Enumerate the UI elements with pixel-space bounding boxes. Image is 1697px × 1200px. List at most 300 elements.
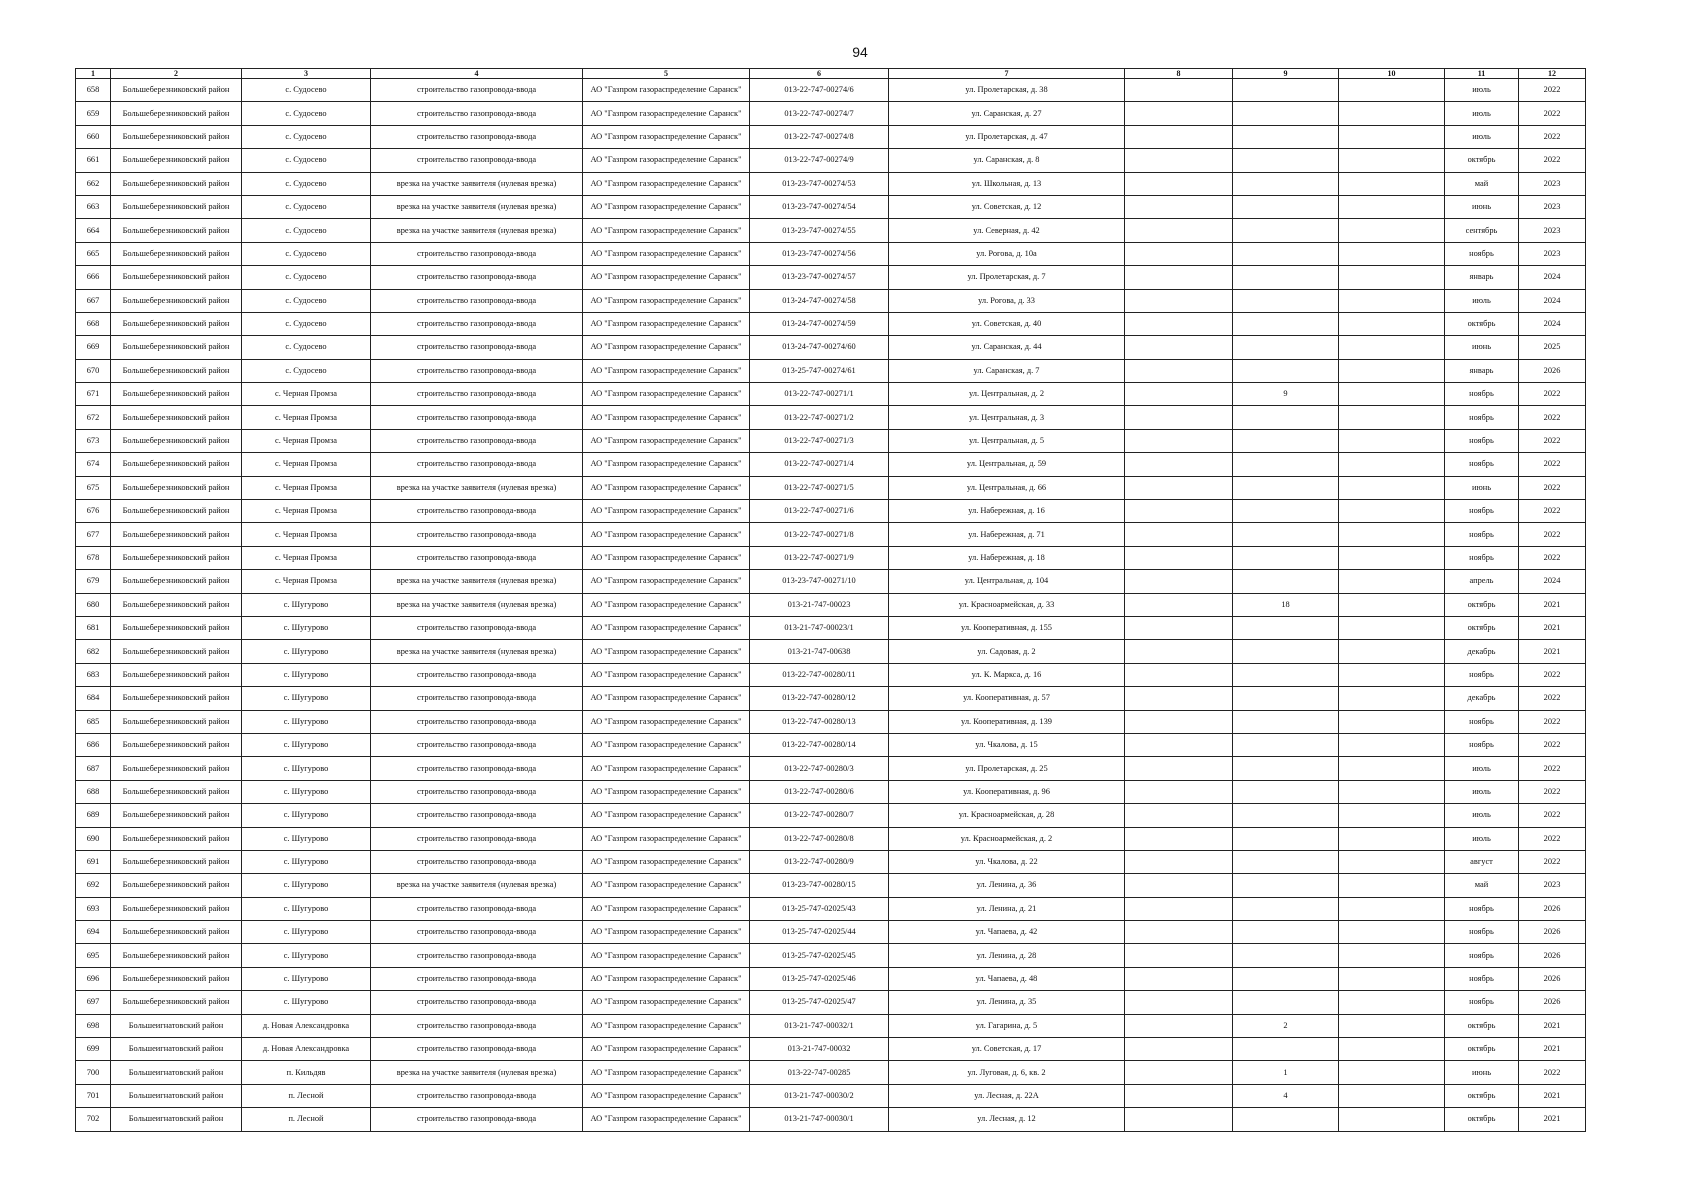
cell-year: 2022	[1519, 663, 1586, 686]
table-row	[76, 733, 1586, 756]
cell-month: июль	[1445, 289, 1519, 312]
cell-address: ул. Набережная, д. 16	[889, 500, 1125, 523]
cell-district: Большеберезниковский район	[111, 921, 242, 944]
cell-col-10	[1339, 640, 1445, 663]
cell-row-number: 669	[76, 336, 111, 359]
cell-col-10	[1339, 733, 1445, 756]
cell-col-9	[1233, 687, 1339, 710]
cell-row-number: 699	[76, 1038, 111, 1061]
cell-month: октябрь	[1445, 616, 1519, 639]
cell-application-number: 013-25-747-02025/47	[750, 991, 889, 1014]
table-row	[76, 780, 1586, 803]
cell-col-8	[1125, 757, 1233, 780]
table-body	[76, 79, 1586, 1132]
cell-row-number: 662	[76, 172, 111, 195]
column-header-7: 7	[889, 69, 1125, 79]
cell-application-number: 013-22-747-00271/4	[750, 453, 889, 476]
cell-settlement: с. Шугурово	[242, 827, 371, 850]
cell-year: 2021	[1519, 1084, 1586, 1107]
page-number: 94	[852, 44, 868, 60]
cell-col-8	[1125, 827, 1233, 850]
cell-address: ул. Ленина, д. 28	[889, 944, 1125, 967]
cell-col-8	[1125, 195, 1233, 218]
cell-col-10	[1339, 266, 1445, 289]
cell-month: январь	[1445, 266, 1519, 289]
cell-address: ул. Центральная, д. 3	[889, 406, 1125, 429]
cell-col-10	[1339, 406, 1445, 429]
cell-address: ул. Кооперативная, д. 96	[889, 780, 1125, 803]
cell-work-type: строительство газопровода-ввода	[371, 546, 583, 569]
column-header-4: 4	[371, 69, 583, 79]
cell-col-10	[1339, 897, 1445, 920]
cell-month: ноябрь	[1445, 500, 1519, 523]
cell-address: ул. Кооперативная, д. 57	[889, 687, 1125, 710]
cell-col-8	[1125, 219, 1233, 242]
cell-col-10	[1339, 429, 1445, 452]
cell-district: Большеберезниковский район	[111, 804, 242, 827]
cell-settlement: с. Шугурово	[242, 944, 371, 967]
cell-application-number: 013-24-747-00274/60	[750, 336, 889, 359]
table-row	[76, 663, 1586, 686]
cell-application-number: 013-22-747-00280/9	[750, 850, 889, 873]
cell-row-number: 676	[76, 500, 111, 523]
cell-application-number: 013-25-747-02025/45	[750, 944, 889, 967]
cell-address: ул. Чапаева, д. 48	[889, 967, 1125, 990]
cell-col-10	[1339, 827, 1445, 850]
cell-col-8	[1125, 663, 1233, 686]
cell-year: 2022	[1519, 757, 1586, 780]
cell-organization: АО "Газпром газораспределение Саранск"	[583, 266, 750, 289]
cell-row-number: 694	[76, 921, 111, 944]
cell-col-8	[1125, 804, 1233, 827]
cell-settlement: с. Шугурово	[242, 921, 371, 944]
cell-organization: АО "Газпром газораспределение Саранск"	[583, 172, 750, 195]
cell-district: Большеберезниковский район	[111, 312, 242, 335]
cell-address: ул. Саранская, д. 7	[889, 359, 1125, 382]
cell-work-type: строительство газопровода-ввода	[371, 921, 583, 944]
cell-col-8	[1125, 476, 1233, 499]
cell-district: Большеберезниковский район	[111, 593, 242, 616]
cell-row-number: 701	[76, 1084, 111, 1107]
cell-col-9	[1233, 640, 1339, 663]
cell-district: Большеберезниковский район	[111, 757, 242, 780]
cell-district: Большеберезниковский район	[111, 242, 242, 265]
cell-col-9	[1233, 710, 1339, 733]
cell-settlement: с. Судосево	[242, 195, 371, 218]
cell-address: ул. Рогова, д. 10а	[889, 242, 1125, 265]
cell-application-number: 013-25-747-02025/46	[750, 967, 889, 990]
cell-col-10	[1339, 359, 1445, 382]
cell-address: ул. Пролетарская, д. 7	[889, 266, 1125, 289]
cell-col-10	[1339, 242, 1445, 265]
cell-organization: АО "Газпром газораспределение Саранск"	[583, 102, 750, 125]
cell-col-9	[1233, 570, 1339, 593]
cell-address: ул. Центральная, д. 2	[889, 383, 1125, 406]
cell-settlement: с. Судосево	[242, 172, 371, 195]
cell-col-10	[1339, 476, 1445, 499]
cell-work-type: строительство газопровода-ввода	[371, 1038, 583, 1061]
cell-col-8	[1125, 1038, 1233, 1061]
cell-settlement: с. Черная Промза	[242, 500, 371, 523]
cell-col-9: 1	[1233, 1061, 1339, 1084]
cell-col-10	[1339, 616, 1445, 639]
cell-row-number: 700	[76, 1061, 111, 1084]
cell-col-9	[1233, 663, 1339, 686]
cell-month: июль	[1445, 827, 1519, 850]
cell-row-number: 683	[76, 663, 111, 686]
cell-organization: АО "Газпром газораспределение Саранск"	[583, 219, 750, 242]
cell-application-number: 013-23-747-00280/15	[750, 874, 889, 897]
table-row	[76, 640, 1586, 663]
table-row	[76, 219, 1586, 242]
cell-month: июль	[1445, 804, 1519, 827]
column-header-5: 5	[583, 69, 750, 79]
cell-organization: АО "Газпром газораспределение Саранск"	[583, 991, 750, 1014]
cell-application-number: 013-22-747-00280/12	[750, 687, 889, 710]
cell-district: Большеберезниковский район	[111, 406, 242, 429]
cell-col-8	[1125, 359, 1233, 382]
cell-organization: АО "Газпром газораспределение Саранск"	[583, 336, 750, 359]
column-header-6: 6	[750, 69, 889, 79]
cell-month: ноябрь	[1445, 710, 1519, 733]
cell-col-9	[1233, 172, 1339, 195]
cell-application-number: 013-22-747-00271/5	[750, 476, 889, 499]
cell-work-type: строительство газопровода-ввода	[371, 453, 583, 476]
column-header-3: 3	[242, 69, 371, 79]
cell-year: 2025	[1519, 336, 1586, 359]
cell-year: 2022	[1519, 710, 1586, 733]
cell-row-number: 687	[76, 757, 111, 780]
cell-year: 2024	[1519, 312, 1586, 335]
cell-organization: АО "Газпром газораспределение Саранск"	[583, 383, 750, 406]
cell-col-10	[1339, 757, 1445, 780]
cell-col-10	[1339, 921, 1445, 944]
cell-work-type: врезка на участке заявителя (нулевая врезка)	[371, 1061, 583, 1084]
cell-address: ул. Саранская, д. 8	[889, 149, 1125, 172]
cell-settlement: с. Черная Промза	[242, 406, 371, 429]
cell-organization: АО "Газпром газораспределение Саранск"	[583, 1014, 750, 1037]
cell-row-number: 668	[76, 312, 111, 335]
cell-application-number: 013-21-747-00030/2	[750, 1084, 889, 1107]
cell-col-8	[1125, 710, 1233, 733]
cell-address: ул. Кооперативная, д. 139	[889, 710, 1125, 733]
cell-settlement: с. Шугурово	[242, 593, 371, 616]
cell-application-number: 013-22-747-00274/8	[750, 125, 889, 148]
cell-settlement: с. Шугурово	[242, 850, 371, 873]
cell-settlement: д. Новая Александровка	[242, 1014, 371, 1037]
cell-col-9	[1233, 850, 1339, 873]
cell-application-number: 013-25-747-02025/44	[750, 921, 889, 944]
cell-organization: АО "Газпром газораспределение Саранск"	[583, 944, 750, 967]
cell-col-8	[1125, 149, 1233, 172]
cell-col-10	[1339, 383, 1445, 406]
cell-year: 2026	[1519, 897, 1586, 920]
cell-col-8	[1125, 640, 1233, 663]
cell-settlement: с. Шугурово	[242, 897, 371, 920]
cell-col-9	[1233, 336, 1339, 359]
cell-address: ул. Ленина, д. 35	[889, 991, 1125, 1014]
cell-row-number: 674	[76, 453, 111, 476]
cell-month: май	[1445, 172, 1519, 195]
cell-col-10	[1339, 663, 1445, 686]
cell-year: 2022	[1519, 500, 1586, 523]
cell-district: Большеберезниковский район	[111, 710, 242, 733]
cell-application-number: 013-22-747-00271/6	[750, 500, 889, 523]
cell-col-10	[1339, 500, 1445, 523]
cell-year: 2022	[1519, 687, 1586, 710]
cell-row-number: 666	[76, 266, 111, 289]
table-row	[76, 383, 1586, 406]
table-row	[76, 1108, 1586, 1131]
cell-application-number: 013-22-747-00280/6	[750, 780, 889, 803]
cell-row-number: 665	[76, 242, 111, 265]
cell-settlement: с. Судосево	[242, 219, 371, 242]
cell-address: ул. Красноармейская, д. 28	[889, 804, 1125, 827]
cell-organization: АО "Газпром газораспределение Саранск"	[583, 733, 750, 756]
cell-address: ул. Красноармейская, д. 2	[889, 827, 1125, 850]
cell-address: ул. Саранская, д. 44	[889, 336, 1125, 359]
cell-settlement: с. Шугурово	[242, 733, 371, 756]
cell-col-9	[1233, 827, 1339, 850]
cell-col-10	[1339, 780, 1445, 803]
cell-year: 2022	[1519, 804, 1586, 827]
cell-work-type: врезка на участке заявителя (нулевая врезка)	[371, 476, 583, 499]
cell-year: 2024	[1519, 289, 1586, 312]
cell-col-8	[1125, 1108, 1233, 1131]
cell-settlement: с. Черная Промза	[242, 523, 371, 546]
cell-organization: АО "Газпром газораспределение Саранск"	[583, 406, 750, 429]
cell-row-number: 658	[76, 79, 111, 102]
cell-address: ул. Ленина, д. 21	[889, 897, 1125, 920]
cell-district: Большеберезниковский район	[111, 219, 242, 242]
table-row	[76, 523, 1586, 546]
cell-address: ул. Пролетарская, д. 25	[889, 757, 1125, 780]
cell-col-8	[1125, 733, 1233, 756]
cell-work-type: строительство газопровода-ввода	[371, 359, 583, 382]
cell-address: ул. Чкалова, д. 15	[889, 733, 1125, 756]
cell-col-10	[1339, 125, 1445, 148]
cell-year: 2022	[1519, 149, 1586, 172]
cell-year: 2022	[1519, 1061, 1586, 1084]
cell-district: Большеберезниковский район	[111, 827, 242, 850]
cell-col-10	[1339, 874, 1445, 897]
cell-month: июнь	[1445, 476, 1519, 499]
cell-district: Большеберезниковский район	[111, 172, 242, 195]
cell-district: Большеберезниковский район	[111, 149, 242, 172]
cell-col-8	[1125, 687, 1233, 710]
cell-address: ул. Советская, д. 17	[889, 1038, 1125, 1061]
table-row	[76, 453, 1586, 476]
cell-col-8	[1125, 266, 1233, 289]
cell-col-8	[1125, 453, 1233, 476]
cell-row-number: 691	[76, 850, 111, 873]
cell-settlement: п. Кильдяв	[242, 1061, 371, 1084]
cell-col-10	[1339, 1061, 1445, 1084]
cell-application-number: 013-23-747-00274/56	[750, 242, 889, 265]
cell-year: 2024	[1519, 266, 1586, 289]
cell-col-8	[1125, 874, 1233, 897]
cell-year: 2022	[1519, 429, 1586, 452]
cell-settlement: с. Черная Промза	[242, 453, 371, 476]
cell-col-10	[1339, 687, 1445, 710]
cell-year: 2022	[1519, 453, 1586, 476]
cell-application-number: 013-22-747-00280/11	[750, 663, 889, 686]
column-header-2: 2	[111, 69, 242, 79]
cell-work-type: строительство газопровода-ввода	[371, 102, 583, 125]
cell-district: Большеберезниковский район	[111, 453, 242, 476]
cell-district: Большеберезниковский район	[111, 967, 242, 990]
cell-col-9	[1233, 1108, 1339, 1131]
cell-row-number: 667	[76, 289, 111, 312]
cell-col-9	[1233, 921, 1339, 944]
cell-col-9	[1233, 757, 1339, 780]
cell-settlement: с. Шугурово	[242, 663, 371, 686]
cell-month: ноябрь	[1445, 546, 1519, 569]
cell-application-number: 013-25-747-00274/61	[750, 359, 889, 382]
table-row	[76, 593, 1586, 616]
cell-month: июнь	[1445, 336, 1519, 359]
cell-work-type: строительство газопровода-ввода	[371, 406, 583, 429]
cell-col-10	[1339, 710, 1445, 733]
cell-organization: АО "Газпром газораспределение Саранск"	[583, 149, 750, 172]
table-row	[76, 406, 1586, 429]
cell-application-number: 013-22-747-00271/2	[750, 406, 889, 429]
cell-col-9	[1233, 312, 1339, 335]
table-row	[76, 1084, 1586, 1107]
cell-address: ул. Советская, д. 40	[889, 312, 1125, 335]
cell-address: ул. Советская, д. 12	[889, 195, 1125, 218]
cell-col-9	[1233, 546, 1339, 569]
cell-col-10	[1339, 593, 1445, 616]
cell-month: июль	[1445, 125, 1519, 148]
cell-year: 2021	[1519, 593, 1586, 616]
cell-col-10	[1339, 967, 1445, 990]
cell-col-9	[1233, 219, 1339, 242]
cell-col-10	[1339, 546, 1445, 569]
cell-month: октябрь	[1445, 1038, 1519, 1061]
cell-organization: АО "Газпром газораспределение Саранск"	[583, 1108, 750, 1131]
cell-month: июнь	[1445, 195, 1519, 218]
column-header-10: 10	[1339, 69, 1445, 79]
cell-col-9	[1233, 102, 1339, 125]
cell-district: Большеберезниковский район	[111, 125, 242, 148]
cell-address: ул. Пролетарская, д. 47	[889, 125, 1125, 148]
table-row	[76, 546, 1586, 569]
cell-col-9	[1233, 991, 1339, 1014]
cell-work-type: врезка на участке заявителя (нулевая врезка)	[371, 874, 583, 897]
cell-work-type: строительство газопровода-ввода	[371, 79, 583, 102]
cell-month: август	[1445, 850, 1519, 873]
column-header-1: 1	[76, 69, 111, 79]
cell-district: Большеберезниковский район	[111, 616, 242, 639]
table-row	[76, 500, 1586, 523]
cell-col-8	[1125, 616, 1233, 639]
cell-row-number: 673	[76, 429, 111, 452]
cell-col-8	[1125, 991, 1233, 1014]
cell-application-number: 013-23-747-00271/10	[750, 570, 889, 593]
cell-address: ул. Пролетарская, д. 38	[889, 79, 1125, 102]
table-row	[76, 874, 1586, 897]
column-header-8: 8	[1125, 69, 1233, 79]
cell-month: октябрь	[1445, 312, 1519, 335]
cell-row-number: 686	[76, 733, 111, 756]
cell-district: Большеигнатовский район	[111, 1038, 242, 1061]
cell-year: 2026	[1519, 967, 1586, 990]
cell-district: Большеберезниковский район	[111, 476, 242, 499]
cell-col-10	[1339, 523, 1445, 546]
cell-month: ноябрь	[1445, 897, 1519, 920]
cell-month: декабрь	[1445, 640, 1519, 663]
cell-col-8	[1125, 172, 1233, 195]
cell-district: Большеберезниковский район	[111, 266, 242, 289]
cell-district: Большеберезниковский район	[111, 546, 242, 569]
cell-district: Большеберезниковский район	[111, 570, 242, 593]
cell-year: 2022	[1519, 733, 1586, 756]
cell-settlement: с. Шугурово	[242, 687, 371, 710]
cell-organization: АО "Газпром газораспределение Саранск"	[583, 593, 750, 616]
cell-application-number: 013-21-747-00032	[750, 1038, 889, 1061]
cell-year: 2022	[1519, 102, 1586, 125]
table-row	[76, 944, 1586, 967]
table-row	[76, 1014, 1586, 1037]
cell-work-type: строительство газопровода-ввода	[371, 1014, 583, 1037]
cell-col-10	[1339, 850, 1445, 873]
cell-organization: АО "Газпром газораспределение Саранск"	[583, 710, 750, 733]
cell-organization: АО "Газпром газораспределение Саранск"	[583, 476, 750, 499]
cell-row-number: 663	[76, 195, 111, 218]
column-header-9: 9	[1233, 69, 1339, 79]
cell-district: Большеберезниковский район	[111, 780, 242, 803]
cell-row-number: 697	[76, 991, 111, 1014]
table-row	[76, 850, 1586, 873]
cell-organization: АО "Газпром газораспределение Саранск"	[583, 500, 750, 523]
cell-work-type: врезка на участке заявителя (нулевая врезка)	[371, 570, 583, 593]
cell-district: Большеберезниковский район	[111, 79, 242, 102]
cell-application-number: 013-22-747-00280/7	[750, 804, 889, 827]
cell-settlement: п. Лесной	[242, 1108, 371, 1131]
cell-district: Большеберезниковский район	[111, 687, 242, 710]
cell-year: 2026	[1519, 991, 1586, 1014]
cell-month: апрель	[1445, 570, 1519, 593]
cell-col-9	[1233, 804, 1339, 827]
cell-district: Большеигнатовский район	[111, 1108, 242, 1131]
cell-month: октябрь	[1445, 149, 1519, 172]
cell-row-number: 664	[76, 219, 111, 242]
table-row	[76, 102, 1586, 125]
cell-organization: АО "Газпром газораспределение Саранск"	[583, 804, 750, 827]
cell-work-type: строительство газопровода-ввода	[371, 1108, 583, 1131]
cell-address: ул. Луговая, д. 6, кв. 2	[889, 1061, 1125, 1084]
cell-settlement: с. Судосево	[242, 312, 371, 335]
cell-year: 2023	[1519, 219, 1586, 242]
cell-col-9: 4	[1233, 1084, 1339, 1107]
cell-address: ул. Садовая, д. 2	[889, 640, 1125, 663]
cell-application-number: 013-25-747-02025/43	[750, 897, 889, 920]
cell-col-9	[1233, 897, 1339, 920]
cell-organization: АО "Газпром газораспределение Саранск"	[583, 546, 750, 569]
cell-work-type: строительство газопровода-ввода	[371, 266, 583, 289]
table-row	[76, 359, 1586, 382]
cell-settlement: с. Шугурово	[242, 991, 371, 1014]
cell-district: Большеберезниковский район	[111, 991, 242, 1014]
cell-year: 2021	[1519, 616, 1586, 639]
cell-col-10	[1339, 1108, 1445, 1131]
cell-work-type: врезка на участке заявителя (нулевая врезка)	[371, 195, 583, 218]
cell-col-10	[1339, 804, 1445, 827]
cell-address: ул. Центральная, д. 66	[889, 476, 1125, 499]
cell-organization: АО "Газпром газораспределение Саранск"	[583, 874, 750, 897]
cell-col-8	[1125, 780, 1233, 803]
